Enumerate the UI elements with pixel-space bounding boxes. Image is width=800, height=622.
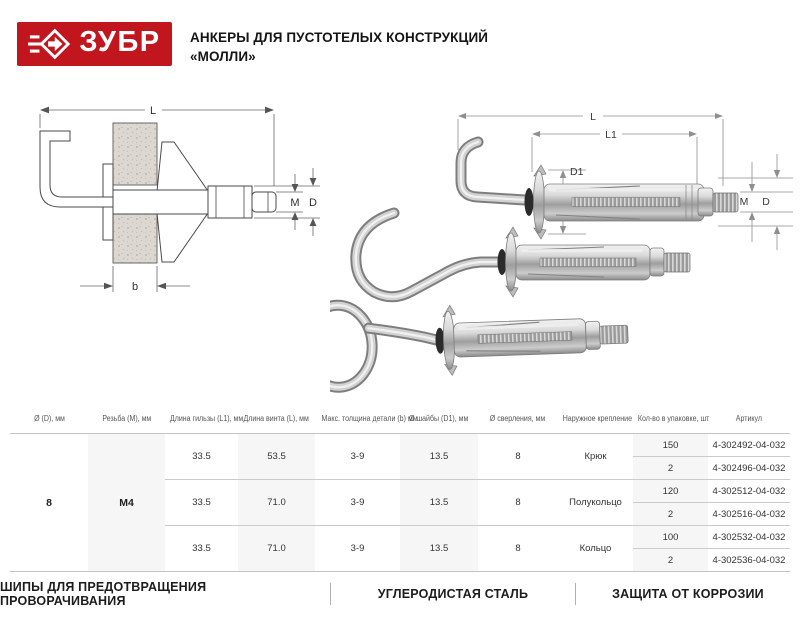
anchor-outline xyxy=(40,131,276,262)
cell-sleeve-length: 33.5 xyxy=(192,451,211,462)
cell-fixture-type: Крюк xyxy=(584,451,607,462)
product-photos xyxy=(330,100,800,400)
zubr-arrow-icon xyxy=(28,26,72,62)
photo-dim-label-L1: L1 xyxy=(605,129,617,141)
spec-header-row xyxy=(10,408,790,434)
col-header-drill-diameter: Ø сверления, мм xyxy=(478,408,558,434)
cell-pack-qty: 2 xyxy=(633,457,708,480)
cell-sku: 4-302532-04-032 xyxy=(708,526,790,549)
cell-diameter: 8 xyxy=(46,496,52,509)
cell-sku: 4-302512-04-032 xyxy=(708,480,790,503)
cell-drill-diameter: 8 xyxy=(515,451,521,462)
zubr-logo xyxy=(17,22,172,66)
photo-dim-label-D: D xyxy=(762,196,770,208)
cell-fixture-type: Кольцо xyxy=(558,526,633,572)
cell-screw-length: 71.0 xyxy=(238,480,315,526)
cell-pack-qty: 2 xyxy=(633,549,708,572)
cell-pack-qty: 150 xyxy=(633,434,708,457)
feature-carbon-steel: УГЛЕРОДИСТАЯ СТАЛЬ xyxy=(377,587,529,601)
cell-pack-qty: 2 xyxy=(633,503,708,526)
product-photo-halfring-anchor xyxy=(356,213,690,297)
feature-strip xyxy=(0,576,800,612)
cell-drill-diameter: 8 xyxy=(478,526,558,572)
product-photo-hook-anchor xyxy=(461,142,738,239)
photo-dim-label-D1: D1 xyxy=(570,166,584,178)
cell-washer-diameter: 13.5 xyxy=(400,480,478,526)
feature-corrosion-protection: ЗАЩИТА ОТ КОРРОЗИИ xyxy=(612,587,764,601)
feature-anti-rotation: ШИПЫ ДЛЯ ПРЕДОТВРАЩЕНИЯ ПРОВОРАЧИВАНИЯ xyxy=(0,580,207,608)
cell-screw-length: 53.5 xyxy=(238,434,315,480)
spec-table xyxy=(10,408,790,572)
cell-max-thickness: 3-9 xyxy=(315,526,400,572)
photo-dimension-lines xyxy=(458,116,793,250)
col-header-diameter: Ø (D), мм xyxy=(10,408,88,434)
dim-label-b: b xyxy=(131,281,139,293)
col-header-sleeve-length: Длина гильзы (L1), мм xyxy=(165,408,238,434)
cell-washer-diameter: 13.5 xyxy=(400,434,478,480)
cell-sku: 4-302516-04-032 xyxy=(708,503,790,526)
photo-dim-label-L: L xyxy=(590,111,596,123)
col-header-sku: Артикул xyxy=(708,408,790,434)
col-header-washer-diameter: Ø шайбы (D1), мм xyxy=(400,408,478,434)
col-header-pack-qty: Кол-во в упаковке, шт xyxy=(633,408,708,434)
title-line2: «МОЛЛИ» xyxy=(190,48,256,64)
cell-sku: 4-302536-04-032 xyxy=(708,549,790,572)
col-header-thread: Резьба (М), мм xyxy=(88,408,165,434)
cell-drill-diameter: 8 xyxy=(478,480,558,526)
cell-sleeve-length: 33.5 xyxy=(165,480,238,526)
col-header-screw-length: Длина винта (L), мм xyxy=(238,408,315,434)
col-header-max-thickness: Макс. толщина детали (b) мм xyxy=(315,408,400,434)
cell-fixture-type: Полукольцо xyxy=(558,480,633,526)
page-title xyxy=(190,29,488,67)
cell-sleeve-length: 33.5 xyxy=(165,526,238,572)
cell-sku: 4-302492-04-032 xyxy=(712,439,786,451)
table-row xyxy=(10,434,790,457)
cell-pack-qty: 120 xyxy=(633,480,708,503)
photo-dim-label-M: M xyxy=(739,196,749,208)
cell-thread: М4 xyxy=(88,434,165,572)
title-line1: АНКЕРЫ ДЛЯ ПУСТОТЕЛЫХ КОНСТРУКЦИЙ xyxy=(190,30,489,45)
cell-washer-diameter: 13.5 xyxy=(400,526,478,572)
product-photo-ring-anchor xyxy=(330,295,629,388)
dim-label-M: M xyxy=(290,197,300,209)
cell-max-thickness: 3-9 xyxy=(350,451,365,462)
dim-label-L: L xyxy=(149,105,157,117)
cell-max-thickness: 3-9 xyxy=(315,480,400,526)
col-header-fixture-type: Наружное крепление xyxy=(558,408,633,434)
technical-drawing xyxy=(15,95,330,313)
dim-label-D: D xyxy=(309,197,317,209)
cell-sku: 4-302496-04-032 xyxy=(708,457,790,480)
cell-screw-length: 71.0 xyxy=(238,526,315,572)
logo-text: ЗУБР xyxy=(79,26,161,58)
cell-pack-qty: 100 xyxy=(633,526,708,549)
